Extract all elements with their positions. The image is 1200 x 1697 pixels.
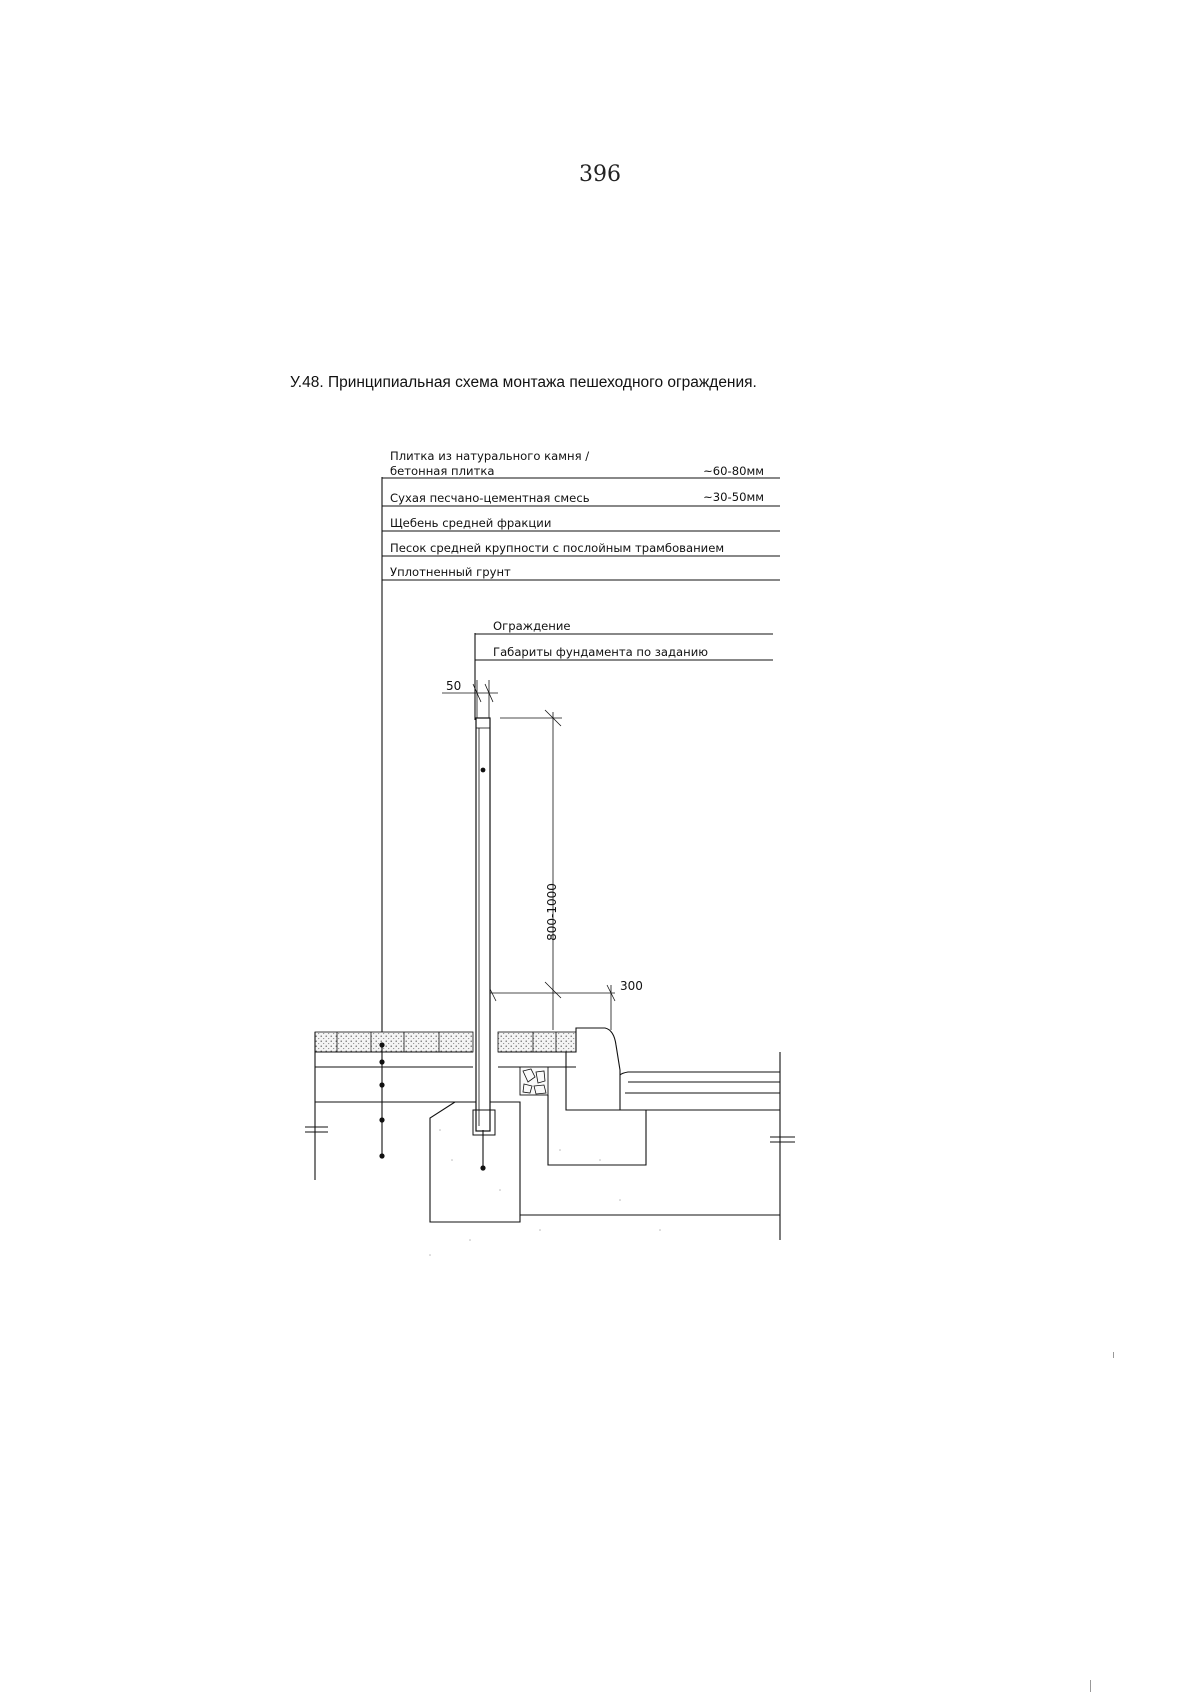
paving-tiles-left <box>315 1032 473 1052</box>
dimension-label-50: 50 <box>446 679 462 693</box>
paving-tiles-right <box>498 1032 576 1052</box>
scan-mark <box>1090 1680 1091 1692</box>
dimension-offset <box>486 979 643 1030</box>
layer-label-gravel: Щебень средней фракции <box>390 516 552 530</box>
scan-specks <box>429 1129 661 1256</box>
layer-label-tile-1: Плитка из натурального камня / <box>390 449 590 463</box>
layer-legend <box>382 449 780 1045</box>
layer-label-tile-2: бетонная плитка <box>390 464 495 478</box>
layer-thickness-dry-mix: ~30-50мм <box>703 490 764 504</box>
scan-mark <box>1113 1352 1114 1358</box>
page-number: 396 <box>579 162 621 187</box>
dimension-height <box>500 710 562 1030</box>
callout-label-railing: Ограждение <box>493 619 571 633</box>
curb-foundation <box>548 1095 646 1165</box>
dimension-label-300: 300 <box>620 979 643 993</box>
layer-label-sand: Песок средней крупности с послойным трамбованием <box>390 541 725 555</box>
layer-label-soil: Уплотненный грунт <box>390 565 511 579</box>
dimension-label-height: 800-1000 <box>545 883 559 941</box>
leader-dot <box>480 1165 485 1170</box>
road-surface <box>620 1072 780 1075</box>
railing-post <box>476 718 490 1131</box>
callout-label-foundation: Габариты фундамента по заданию <box>493 645 709 659</box>
layer-label-dry-mix: Сухая песчано-цементная смесь <box>390 491 590 505</box>
dimension-post-width <box>442 679 498 718</box>
leader-dot <box>481 768 486 773</box>
figure-caption: У.48. Принципиальная схема монтажа пешеходного ограждения. <box>290 374 757 391</box>
layer-thickness-tile: ~60-80мм <box>703 464 764 478</box>
callouts <box>475 619 773 720</box>
post-foundation <box>430 1102 520 1222</box>
